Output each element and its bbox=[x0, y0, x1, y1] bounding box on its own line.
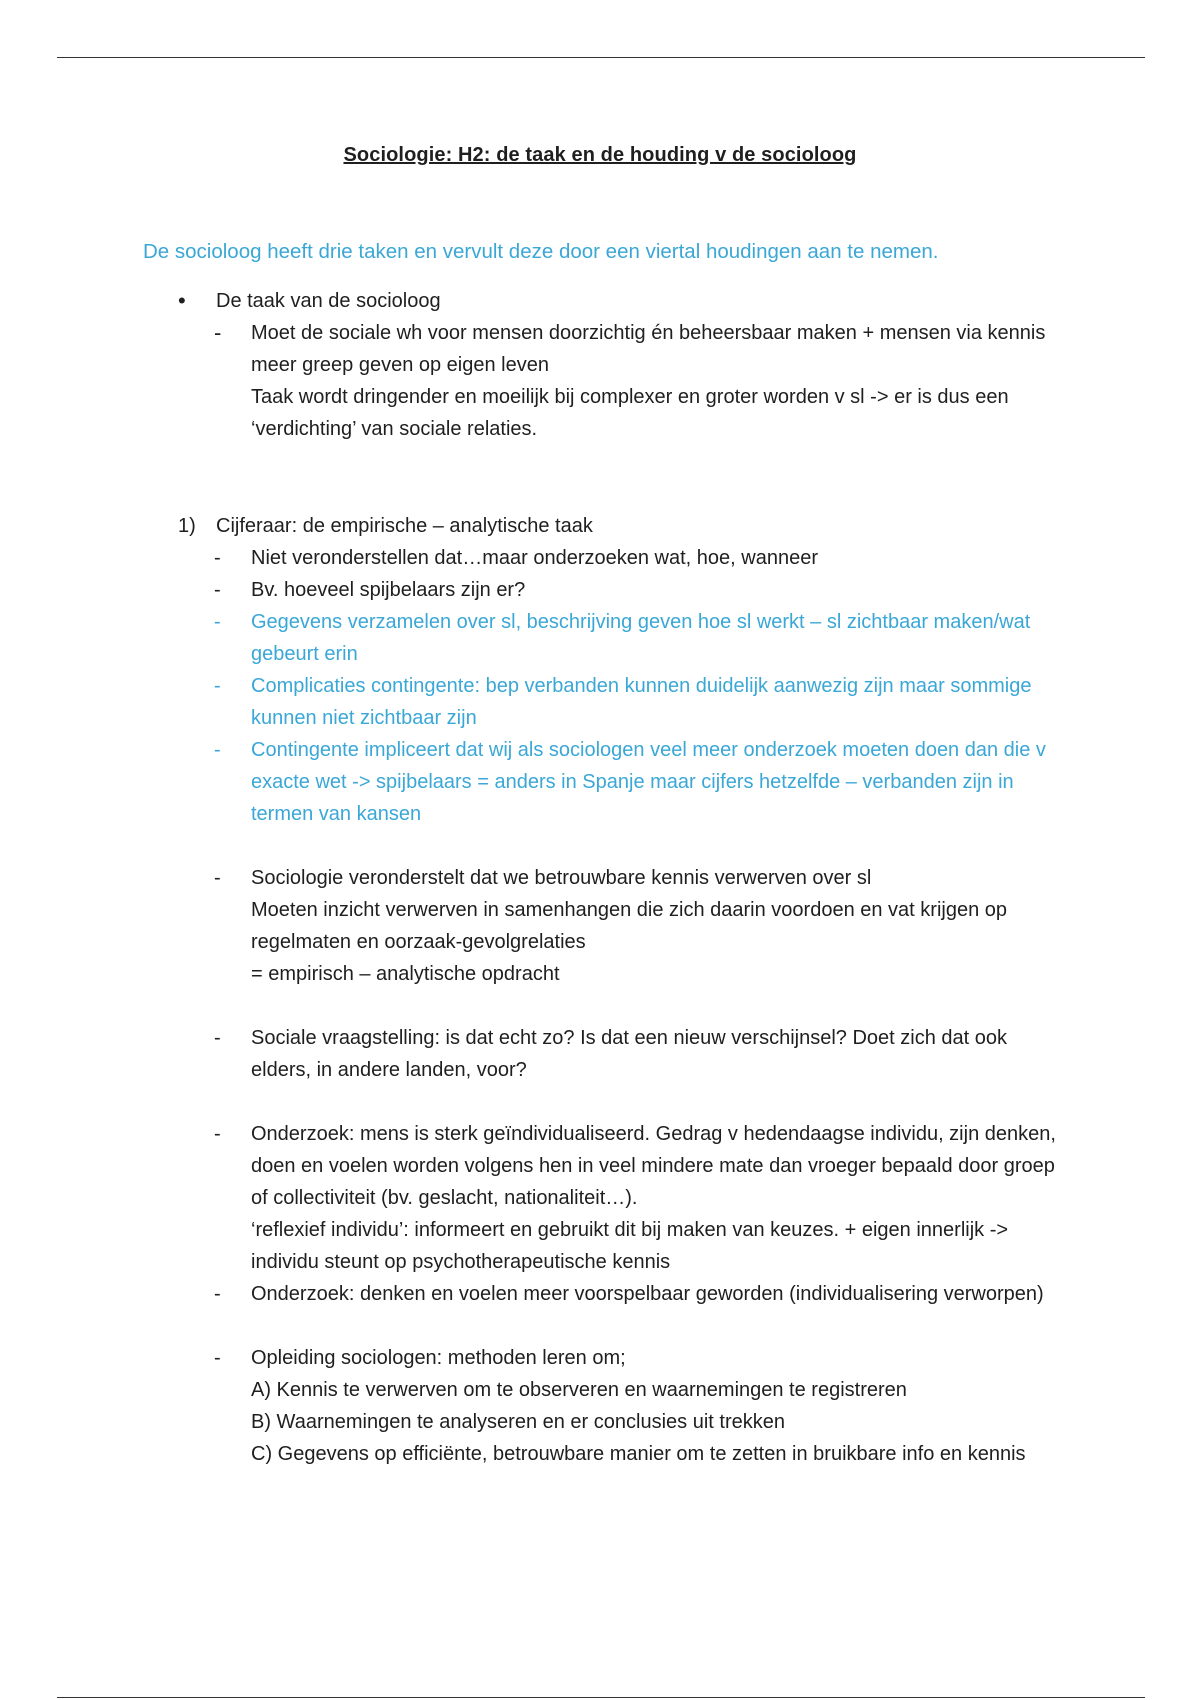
list-item bbox=[214, 670, 1058, 734]
list-item-line: Contingente impliceert dat wij als sociologen veel meer onderzoek moeten doen dan die v exacte wet -> spijbelaars = anders in Spanje maar cijfers hetzelfde – verbanden zijn in termen van kansen bbox=[251, 739, 1046, 825]
list-item bbox=[214, 317, 1058, 445]
dash-marker: - bbox=[214, 867, 221, 889]
dash-marker: - bbox=[214, 1347, 221, 1369]
dash-marker: - bbox=[214, 675, 221, 697]
list-item bbox=[214, 1278, 1058, 1310]
list-item-line: Sociale vraagstelling: is dat echt zo? Is dat een nieuw verschijnsel? Doet zich dat ook elders, in andere landen, voor? bbox=[251, 1027, 1007, 1081]
footer-rule bbox=[57, 1697, 1145, 1698]
list-item bbox=[214, 862, 1058, 990]
list-item bbox=[214, 1118, 1058, 1278]
list-item-line: Moet de sociale wh voor mensen doorzichtig én beheersbaar maken + mensen via kennis meer greep geven op eigen leven bbox=[251, 322, 1046, 376]
list-item-line: = empirisch – analytische opdracht bbox=[251, 963, 560, 985]
dash-marker: - bbox=[214, 1283, 221, 1305]
dash-marker: - bbox=[214, 1027, 221, 1049]
list-item-line: Sociologie veronderstelt dat we betrouwbare kennis verwerven over sl bbox=[251, 867, 872, 889]
dash-marker: - bbox=[214, 547, 221, 569]
dash-marker: - bbox=[214, 611, 221, 633]
list-item-line: Bv. hoeveel spijbelaars zijn er? bbox=[251, 579, 526, 601]
list-item-line: Opleiding sociologen: methoden leren om; bbox=[251, 1347, 626, 1369]
list-item-line: B) Waarnemingen te analyseren en er conclusies uit trekken bbox=[251, 1411, 785, 1433]
task-section-list bbox=[214, 317, 1058, 445]
list-item-line: C) Gegevens op efficiënte, betrouwbare manier om te zetten in bruikbare info en kennis bbox=[251, 1443, 1026, 1465]
list-item bbox=[214, 734, 1058, 830]
dash-marker: - bbox=[214, 320, 222, 345]
list-item bbox=[214, 1022, 1058, 1086]
list-item-line: ‘reflexief individu’: informeert en gebruikt dit bij maken van keuzes. + eigen innerlijk -> individu steunt op psychotherapeutische kennis bbox=[251, 1219, 1009, 1273]
task-section bbox=[178, 285, 1058, 445]
dash-marker: - bbox=[214, 739, 221, 761]
dash-marker: - bbox=[214, 1123, 221, 1145]
list-item bbox=[214, 574, 1058, 606]
section-1 bbox=[178, 510, 1058, 1470]
section-1-heading: Cijferaar: de empirische – analytische taak bbox=[216, 515, 593, 537]
section-1-heading-row bbox=[178, 510, 1058, 542]
section-1-list bbox=[214, 542, 1058, 1470]
dash-marker: - bbox=[214, 579, 221, 601]
section-1-number: 1) bbox=[178, 515, 196, 537]
list-item-line: Onderzoek: denken en voelen meer voorspelbaar geworden (individualisering verworpen) bbox=[251, 1283, 1044, 1305]
list-item-line: Moeten inzicht verwerven in samenhangen die zich daarin voordoen en vat krijgen op regelmaten en oorzaak-gevolgrelaties bbox=[251, 899, 1008, 953]
list-item-line: Onderzoek: mens is sterk geïndividualiseerd. Gedrag v hedendaagse individu, zijn denken, doen en voelen worden volgens hen in veel mindere mate dan vroeger bepaald door groep of collectiviteit (bv. geslacht, nationaliteit…). bbox=[251, 1123, 1056, 1209]
list-item bbox=[214, 542, 1058, 574]
list-item-line: A) Kennis te verwerven om te observeren en waarnemingen te registreren bbox=[251, 1379, 907, 1401]
list-item bbox=[214, 606, 1058, 670]
intro-text: De socioloog heeft drie taken en vervult deze door een viertal houdingen aan te nemen. bbox=[143, 240, 939, 263]
list-item bbox=[214, 1342, 1058, 1470]
list-item-line: Complicaties contingente: bep verbanden kunnen duidelijk aanwezig zijn maar sommige kunnen niet zichtbaar zijn bbox=[251, 675, 1032, 729]
task-section-list-area bbox=[178, 317, 1058, 445]
list-item-line: Niet veronderstellen dat…maar onderzoeken wat, hoe, wanneer bbox=[251, 547, 818, 569]
section-1-list-area bbox=[178, 542, 1058, 1470]
bullet-icon: • bbox=[178, 288, 186, 313]
document-title: Sociologie: H2: de taak en de houding v de socioloog bbox=[343, 144, 857, 166]
list-item-line: Gegevens verzamelen over sl, beschrijving geven hoe sl werkt – sl zichtbaar maken/wat gebeurt erin bbox=[251, 611, 1031, 665]
task-section-heading: De taak van de socioloog bbox=[216, 290, 441, 312]
header-rule bbox=[57, 57, 1145, 58]
list-item-line: Taak wordt dringender en moeilijk bij complexer en groter worden v sl -> er is dus een ‘verdichting’ van sociale relaties. bbox=[251, 386, 1009, 440]
